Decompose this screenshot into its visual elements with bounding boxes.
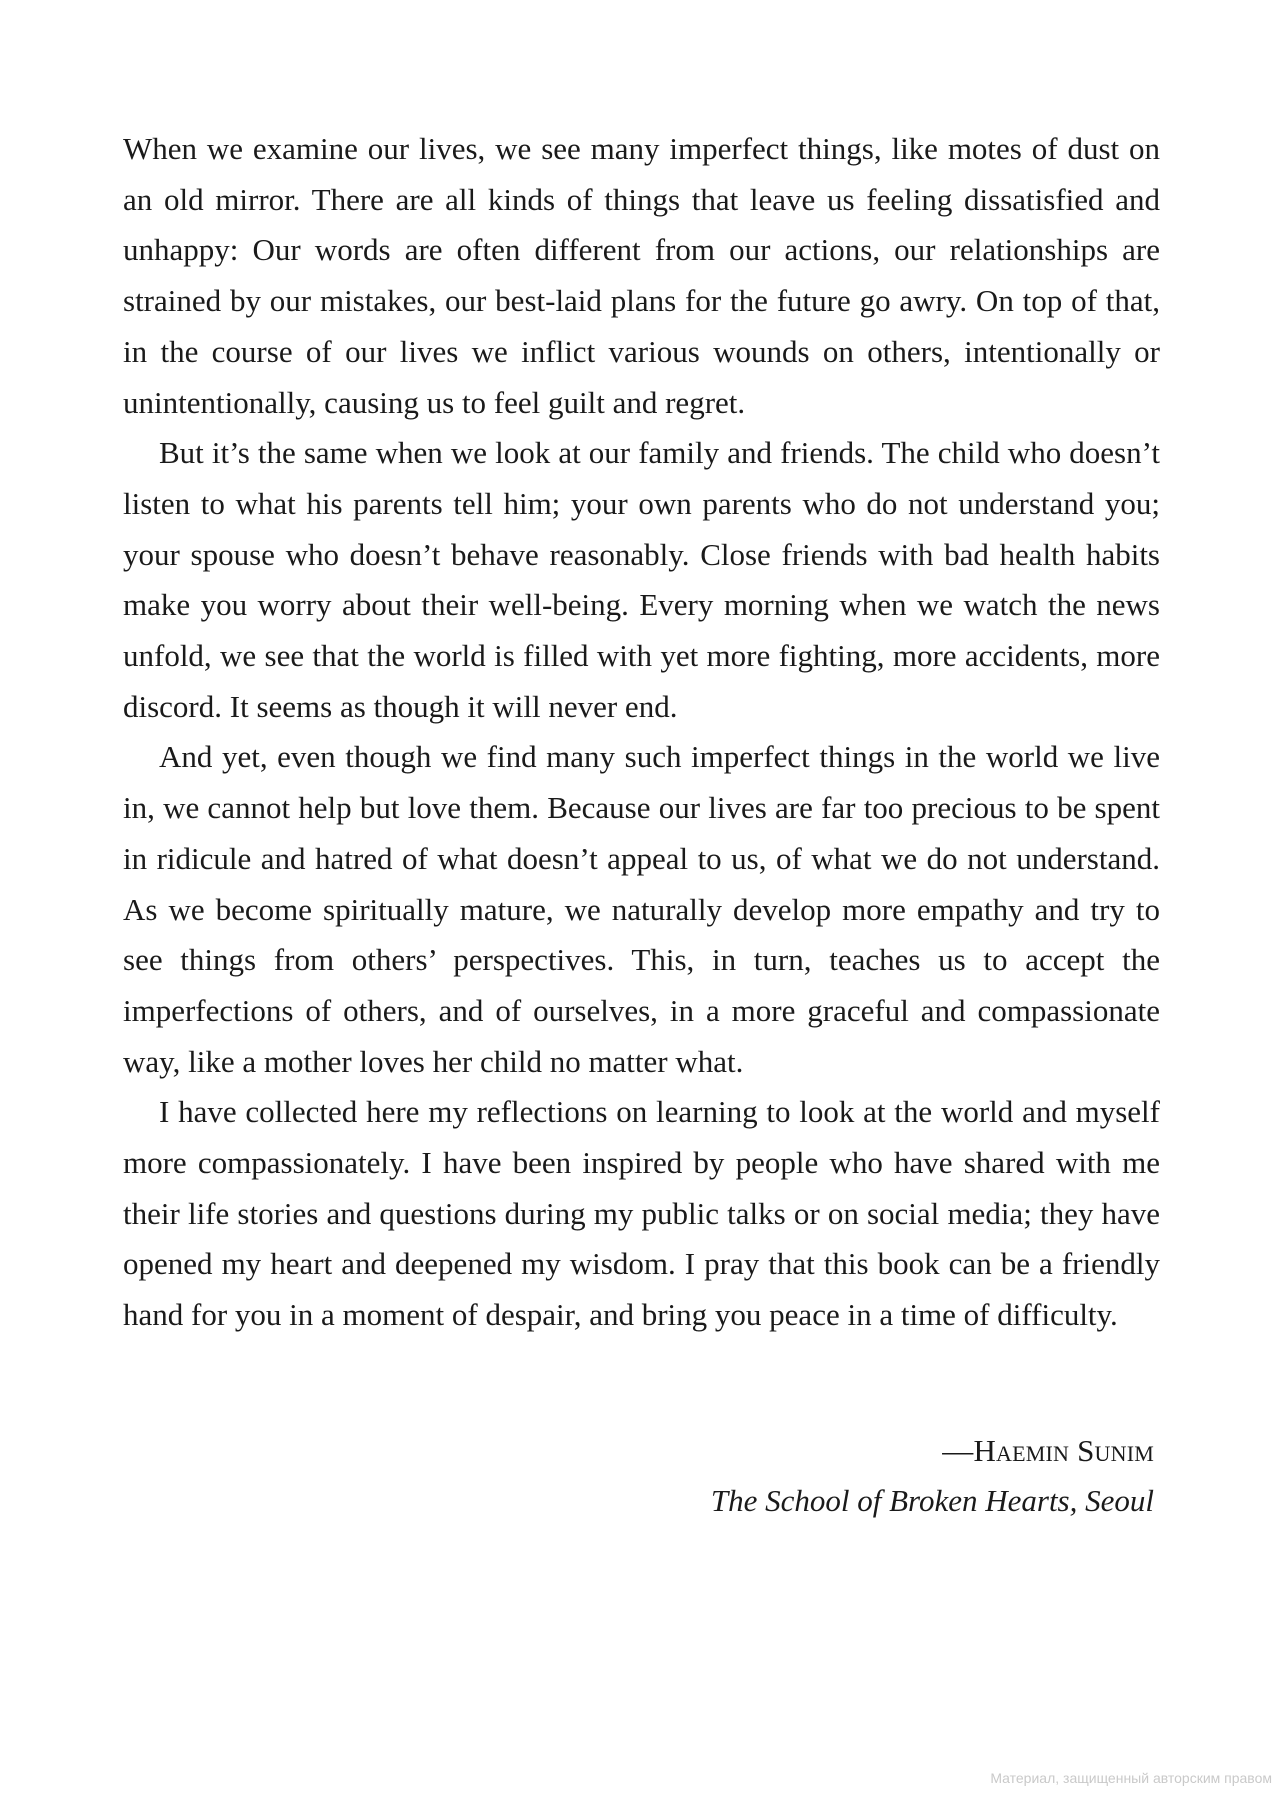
copyright-watermark: Материал, защищенный авторским правом xyxy=(990,1770,1272,1786)
author-location: The School of Broken Hearts, Seoul xyxy=(710,1483,1154,1518)
paragraph-1: When we examine our lives, we see many imperfect things, like motes of dust on an old mirror. There are all kinds of things that leave us feeling dissatisfied and unhappy: Our words are often different from our actions, our relationships are strained by our mistakes, our best-laid plans for the future go awry. On top of that, in the course of our lives we inflict various wounds on others, intentionally or unintentionally, causing us to feel guilt and regret. xyxy=(123,131,1160,420)
author-name: —Haemin Sunim xyxy=(942,1433,1154,1468)
body-text xyxy=(123,124,1160,1341)
signature-block xyxy=(711,1426,1154,1526)
paragraph-4: I have collected here my reflections on learning to look at the world and myself more compassionately. I have been inspired by people who have shared with me their life stories and questions during my public talks or on social media; they have opened my heart and deepened my wisdom. I pray that this book can be a friendly hand for you in a moment of despair, and bring you peace in a time of difficulty. xyxy=(123,1094,1160,1333)
paragraph-3: And yet, even though we find many such imperfect things in the world we live in, we cannot help but love them. Because our lives are far too precious to be spent in ridicule and hatred of what doesn’t appeal to us, of what we do not understand. As we become spiritually mature, we naturally develop more empathy and try to see things from others’ perspectives. This, in turn, teaches us to accept the imperfections of others, and of ourselves, in a more graceful and compassionate way, like a mother loves her child no matter what. xyxy=(123,739,1160,1079)
paragraph-2: But it’s the same when we look at our family and friends. The child who doesn’t listen to what his parents tell him; your own parents who do not understand you; your spouse who doesn’t behave reasonably. Close friends with bad health habits make you worry about their well-being. Every morning when we watch the news unfold, we see that the world is filled with yet more fighting, more accidents, more discord. It seems as though it will never end. xyxy=(123,435,1160,724)
